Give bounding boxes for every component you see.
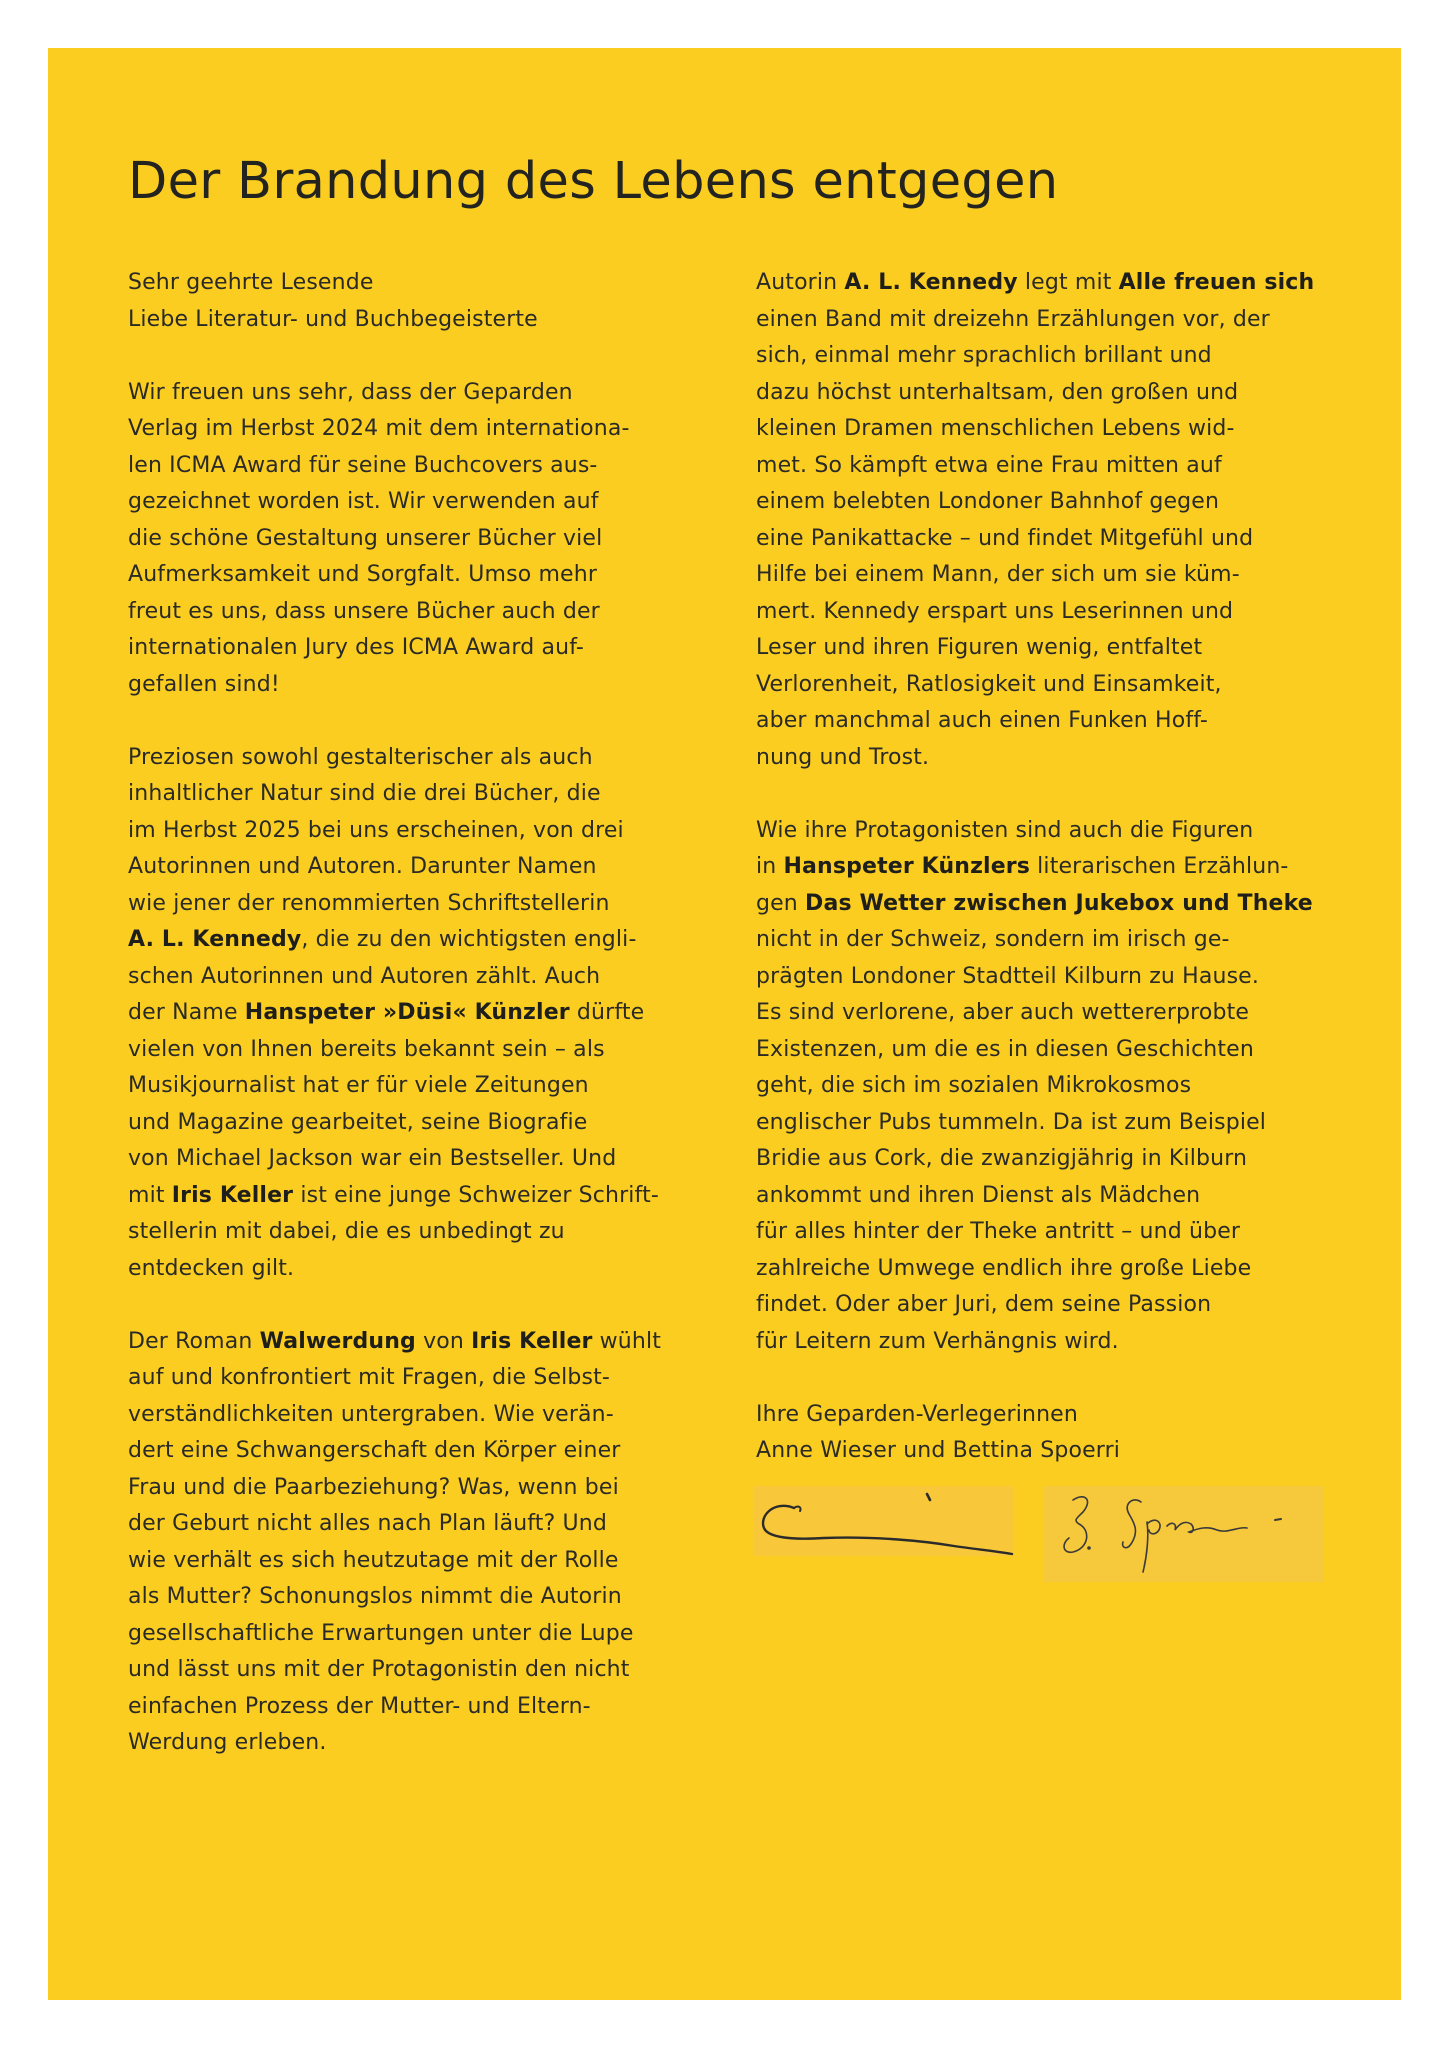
text-line: Leser und ihren Figuren wenig, entfaltet [756,635,1203,660]
text-line: Autorinnen und Autoren. Darunter Namen [128,854,597,879]
text-line: von Michael Jackson war ein Bestseller. Und [128,1146,617,1171]
text-line: ankommt und ihren Dienst als Mädchen [756,1182,1201,1208]
text-line: dert eine Schwangerschaft den Körper einer [128,1438,621,1463]
text-line: nung und Trost. [756,744,930,770]
signature-bettina-spoerri [1043,1486,1323,1582]
text-line: mert. Kennedy erspart uns Leserinnen und [756,598,1234,624]
book-title-alle-freuen-sich: Alle freuen sich [1118,270,1315,295]
text-segment: wühlt [592,1328,662,1354]
closing-line-1: Ihre Geparden-Verlegerinnen [756,1401,1078,1427]
text-line: kleinen Dramen menschlichen Lebens wid- [756,416,1235,441]
text-line: Existenzen, um die es in diesen Geschichten [756,1036,1254,1062]
signature-scribble [754,1486,1014,1556]
text-line: vielen von Ihnen bereits bekannt sein – als [128,1036,605,1062]
text-line: Frau und die Paarbeziehung? Was, wenn bei [128,1474,619,1500]
text-line: einen Band mit dreizehn Erzählungen vor, der [756,306,1270,332]
text-line: Wir freuen uns sehr, dass der Geparden [128,379,573,405]
salutation-line-1: Sehr geehrte Lesende [128,270,374,295]
text-line [756,886,1356,923]
text-line: dazu höchst unterhaltsam, den großen und [756,379,1239,405]
left-column [128,265,728,1762]
paragraph-gap [128,1287,728,1324]
text-line: Verlorenheit, Ratlosigkeit und Einsamkeit, [756,671,1222,697]
text-segment: literarischen Erzählun- [1030,854,1289,879]
text-segment: in [756,854,784,879]
book-title-das-wetter: Das Wetter zwischen Jukebox und Theke [805,890,1313,916]
text-segment: von [415,1328,472,1354]
page-title: Der Brandung des Lebens entgegen [128,152,1059,211]
author-name-keller: Iris Keller [171,1182,294,1208]
text-segment: mit [128,1182,172,1208]
text-line: Hilfe bei einem Mann, der sich um sie küm- [756,562,1240,587]
text-line: nicht in der Schweiz, sondern im irisch ge- [756,927,1230,952]
author-name-kennedy: A. L. Kennedy [128,927,302,952]
paragraph-gap [128,703,728,740]
text-line: gezeichnet worden ist. Wir verwenden auf [128,489,599,514]
text-line: aber manchmal auch einen Funken Hoff- [756,708,1208,733]
text-line: sich, einmal mehr sprachlich brillant und [756,343,1212,368]
text-line: len ICMA Award für seine Buchcovers aus- [128,452,598,478]
paragraph-gap [756,1360,1356,1397]
text-line: wie verhält es sich heutzutage mit der Rolle [128,1547,619,1573]
paragraph-gap [756,776,1356,813]
text-segment: Der Roman [128,1328,260,1354]
text-line: prägten Londoner Stadtteil Kilburn zu Hause. [756,963,1260,989]
text-line: inhaltlicher Natur sind die drei Bücher, die [128,781,601,806]
signature-scribble [1043,1486,1323,1582]
text-line: wie jener der renommierten Schriftstellerin [128,890,610,916]
text-line: für alles hinter der Theke antritt – und über [756,1219,1241,1244]
text-line: die schöne Gestaltung unserer Bücher viel [128,525,603,551]
text-line: stellerin mit dabei, die es unbedingt zu [128,1219,565,1244]
text-line: im Herbst 2025 bei uns erscheinen, von drei [128,817,624,843]
text-line: Wie ihre Protagonisten sind auch die Figuren [756,817,1254,843]
text-line: Bridie aus Cork, die zwanzigjährig in Kilburn [756,1146,1248,1171]
text-line: und lässt uns mit der Protagonistin den nicht [128,1657,630,1682]
text-line: Musikjournalist hat er für viele Zeitungen [128,1073,589,1098]
salutation-line-2: Liebe Literatur- und Buchbegeisterte [128,306,538,332]
text-line: Preziosen sowohl gestalterischer als auch [128,744,593,770]
text-line: Werdung erleben. [128,1730,327,1755]
text-line [128,1178,728,1215]
text-line: als Mutter? Schonungslos nimmt die Autorin [128,1584,622,1609]
text-line: Aufmerksamkeit und Sorgfalt. Umso mehr [128,562,598,587]
text-line: einfachen Prozess der Mutter- und Eltern- [128,1693,591,1719]
text-segment: , die zu den wichtigsten engli- [301,927,637,952]
right-column [756,265,1356,1470]
text-segment: Autorin [756,270,845,295]
text-line: geht, die sich im sozialen Mikrokosmos [756,1073,1192,1098]
text-line: Verlag im Herbst 2024 mit dem internationa- [128,416,630,441]
author-name-kennedy: A. L. Kennedy [844,270,1018,295]
text-line: auf und konfrontiert mit Fragen, die Selbst- [128,1365,610,1390]
text-line: internationalen Jury des ICMA Award auf- [128,635,584,660]
text-line: Es sind verlorene, aber auch wettererprobte [756,1000,1250,1025]
closing-line-2: Anne Wieser und Bettina Spoerri [756,1438,1121,1463]
text-line: einem belebten Londoner Bahnhof gegen [756,489,1220,514]
text-line [128,1324,728,1361]
book-title-walwerdung: Walwerdung [259,1328,416,1354]
text-line [756,849,1356,886]
author-name-keller: Iris Keller [471,1328,593,1354]
text-line: freut es uns, dass unsere Bücher auch der [128,598,600,624]
text-segment: dürfte [569,1000,645,1025]
text-line: gefallen sind! [128,671,280,697]
paragraph-gap [128,338,728,375]
text-line: und Magazine gearbeitet, seine Biografie [128,1109,588,1135]
text-segment: ist eine junge Schweizer Schrift- [293,1182,659,1208]
text-line [756,265,1356,302]
author-name-kuenzler: Hanspeter »Düsi« Künzler [244,1000,570,1025]
text-line [128,922,728,959]
text-line: schen Autorinnen und Autoren zählt. Auch [128,963,601,989]
text-line: verständlichkeiten untergraben. Wie verän- [128,1401,614,1427]
signature-anne-wieser [754,1486,1014,1556]
text-segment: der Name [128,1000,245,1025]
text-line: englischer Pubs tummeln. Da ist zum Beispiel [756,1109,1267,1135]
text-line: entdecken gilt. [128,1255,295,1281]
text-line: met. So kämpft etwa eine Frau mitten auf [756,452,1222,478]
text-line: gesellschaftliche Erwartungen unter die Lupe [128,1620,634,1646]
text-line: findet. Oder aber Juri, dem seine Passion [756,1292,1212,1317]
text-line: der Geburt nicht alles nach Plan läuft? Und [128,1511,608,1536]
author-name-kuenzler: Hanspeter Künzlers [783,854,1031,879]
text-line [128,995,728,1032]
text-segment: gen [756,890,806,916]
text-line: eine Panikattacke – und findet Mitgefühl und [756,525,1254,551]
text-segment: legt mit [1017,270,1119,295]
text-line: zahlreiche Umwege endlich ihre große Liebe [756,1255,1252,1281]
text-line: für Leitern zum Verhängnis wird. [756,1328,1119,1354]
